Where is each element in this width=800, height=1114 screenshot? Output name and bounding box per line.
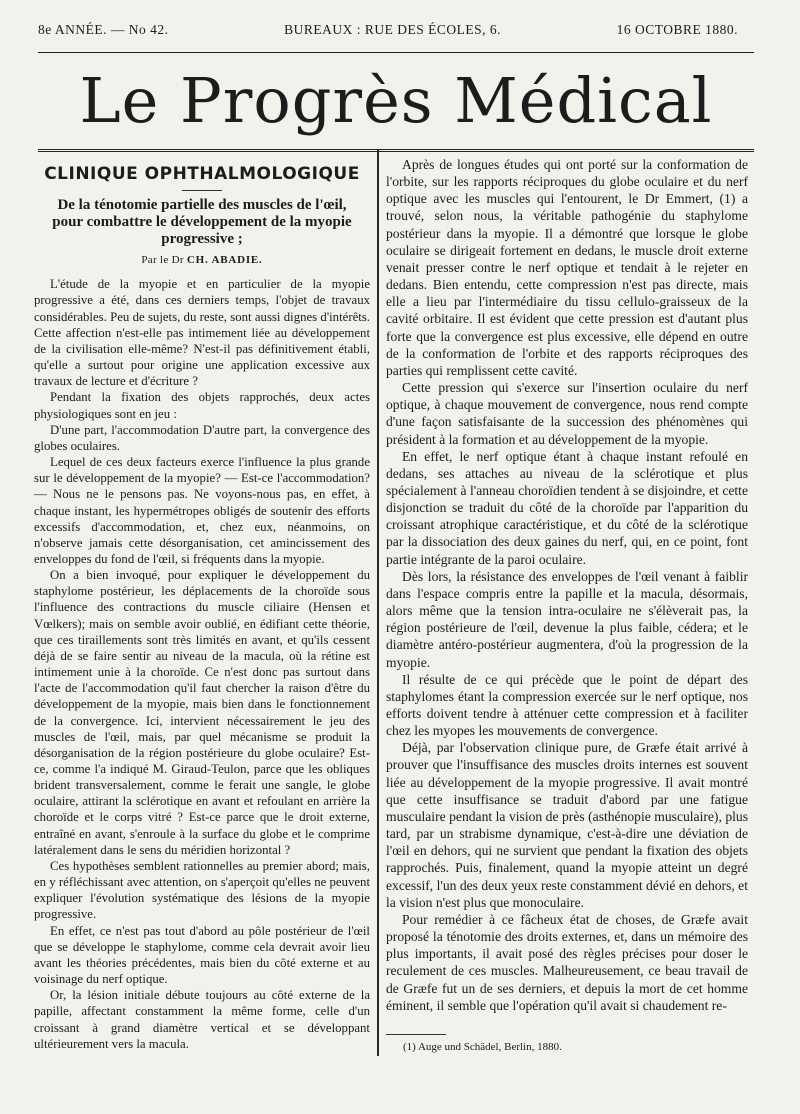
paragraph: Cette pression qui s'exerce sur l'insertion oculaire du nerf optique, à chaque mouvement de convergence, nous rend compte d'une façon satisfaisante de la succession des phénomènes qui président à la formation et au développement de la myopie. bbox=[386, 380, 748, 447]
paragraph: D'une part, l'accommodation D'autre part, la convergence des globes oculaires. bbox=[34, 422, 370, 453]
paragraph: En effet, ce n'est pas tout d'abord au pôle postérieur de l'œil que se développe le staphylome, comme cela devrait avoir lieu avant les théories précédentes, mais bien du côté externe et au voisinage du nerf optique. bbox=[34, 923, 370, 987]
byline-prefix: Par le Dr bbox=[141, 254, 184, 267]
paragraph: Ces hypothèses semblent rationnelles au premier abord; mais, en y réfléchissant avec attention, on s'aperçoit qu'elles ne peuvent expliquer l'évolution systématique des lésions de la myopie progressive. bbox=[34, 858, 370, 922]
column-divider bbox=[377, 150, 379, 1056]
byline bbox=[34, 252, 370, 268]
newspaper-title: Le Progrès Médical bbox=[79, 64, 713, 137]
issue-date: 16 OCTOBRE 1880. bbox=[616, 22, 738, 37]
paragraph: Dès lors, la résistance des enveloppes de l'œil venant à faiblir dans l'espace compris entre la papille et la macula, désormais, alors même que la tension intra-oculaire ne s'élèverait pas, la région postérieure de l'œil, devenue la plus faible, cédera; et le diamètre antéro-postérieur augmentera, d'où la progression de la myopie. bbox=[386, 568, 748, 670]
paragraph: Lequel de ces deux facteurs exerce l'influence la plus grande sur le développement de la myopie? — Est-ce l'accommodation? — Nous ne le pensons pas. Ne voyons-nous pas, en effet, à chaque instant, les hypermétropes obligés de soutenir des efforts excessifs d'accommodation, et, chez eux, néanmoins, on n'observe jamais cette désorganisation, cet amincissement des enveloppes du fond de l'œil, si fréquents dans la myopie. bbox=[34, 455, 370, 566]
paragraph: Or, la lésion initiale débute toujours au côté externe de la papille, affectant constamment la même forme, celle d'un croissant à grand diamètre vertical et se développant ultérieurement vers la macula. bbox=[34, 988, 370, 1051]
right-column bbox=[386, 156, 748, 1014]
left-column bbox=[34, 156, 370, 1052]
section-title: CLINIQUE OPHTHALMOLOGIQUE bbox=[44, 164, 360, 184]
paragraph: Pour remédier à ce fâcheux état de choses, de Græfe avait proposé la ténotomie des droits externes, et, dans un mémoire des plus importants, il avait posé des règles précises pour doser le reculement de ces muscles. Malheureusement, ce beau travail de de Græfe fut un de ses derniers, et depuis la mort de cet homme éminent, il semble que l'opération qu'il avait si chaudement re- bbox=[386, 911, 748, 1013]
footnote-rule bbox=[386, 1034, 446, 1035]
article-title: De la ténotomie partielle des muscles de l'œil, pour combattre le développement de la myopie progressive ; bbox=[52, 197, 352, 248]
paragraph: Il résulte de ce qui précède que le point de départ des staphylomes étant la compression exercée sur le nerf optique, nos efforts doivent tendre à atténuer cette compression et à faciliter chez les myopes les mouvements de convergence. bbox=[386, 671, 748, 739]
issue-number: 8e ANNÉE. — No 42. bbox=[38, 22, 169, 37]
office-address: BUREAUX : RUE DES ÉCOLES, 6. bbox=[284, 22, 501, 37]
footnote: (1) Auge und Schädel, Berlin, 1880. bbox=[403, 1041, 562, 1053]
paragraph: Pendant la fixation des objets rapprochés, deux actes physiologiques sont en jeu : bbox=[34, 390, 370, 421]
paragraph: On a bien invoqué, pour expliquer le développement du staphylome postérieur, les déplacements de la choroïde sous l'influence des contractions du muscle ciliaire (Hensen et Vœlkers); mais on semble avoir oublié, en édifiant cette théorie, que ces tiraillements sont très limités en avant, et qu'ils cessent déjà de se faire sentir au niveau de la macula, où la rétine est intimement unie à la choroïde. Ce n'est donc pas surtout dans l'acte de l'accommodation qu'il faut chercher la raison d'être du développement de la myopie, mais bien dans le fonctionnement de la convergence. Ici, intervient nécessairement le jeu des muscles de l'œil, mais, par quel mécanisme se produit la désorganisation de la région postérieure du globe oculaire? Est-ce, comme l'a indiqué M. Giraud-Teulon, parce que les obliques brident transversalement, comme le ferait une sangle, le globe oculaire, attirant la sclérotique en avant et refoulant en arrière la choroïde et le corps vitré ? Est-ce parce que le droit externe, entraîné en avant, s'enroule à la surface du globe et le comprime latéralement dans le sens du méridien horizontal ? bbox=[34, 568, 370, 857]
byline-author: CH. ABADIE. bbox=[186, 254, 263, 267]
paragraph: Après de longues études qui ont porté sur la conformation de l'orbite, sur les rapports réciproques du globe oculaire et du nerf optique avec les muscles qui l'entourent, le Dr Emmert, (1) a trouvé, selon nous, la véritable pathogénie du staphylome postérieur dans la myopie. Il a démontré que lorsque le globe oculaire se dirigeait fortement en dedans, le muscle droit externe venait presser contre le nerf optique et tendait à le rejeter en dedans. Bien entendu, cette compression n'est pas directe, mais elle a lieu par l'intermédiaire du tissu cellulo-graisseux de la cavité orbitaire. Il est évident que cette pression est d'autant plus forte que la convergence est plus excessive, elle dépend en outre de la conformation de l'orbite et des rapports réciproques des parties qui remplissent cette cavité. bbox=[386, 157, 748, 378]
paragraph: Déjà, par l'observation clinique pure, de Græfe était arrivé à prouver que l'insuffisance des muscles droits internes est souvent liée au développement de la myopie progressive. Il avait montré que cette insuffisance se traduit d'abord par une fatigue musculaire pendant la vision de près (asthénopie musculaire), plus tard, par un strabisme dynamique, c'est-à-dire une déviation de l'œil en dehors, qui ne survient que pendant la fixation des objets rapprochés. Puis, finalement, quand la myopie atteint un degré excessif, l'un des deux yeux reste constamment dévié en dehors, et la vision n'est plus que monoculaire. bbox=[386, 740, 748, 910]
paragraph: En effet, le nerf optique étant à chaque instant refoulé en dedans, ses attaches au niveau de la sclérotique et plus spécialement à l'anneau choroïdien tendent à se disjoindre, et cette disjonction se traduit du côté de la choroïde par l'apparition du croissant atrophique caractéristique, et du côté de la sclérotique par la dissociation des deux gaines du nerf, qui, en ce point, font partie intégrante de la paroi oculaire. bbox=[386, 448, 748, 567]
masthead bbox=[38, 52, 754, 152]
issue-header-line bbox=[38, 22, 738, 38]
paragraph: L'étude de la myopie et en particulier de la myopie progressive a été, dans ces derniers temps, l'objet de travaux considérables. Peu de sujets, du reste, sont aussi dignes d'intérêts. Cette affection n'est-elle pas intimement liée au développement de la civilisation elle-même? N'est-il pas définitivement établi, qu'elle a surtout pour origine une application excessive aux travaux de lecture et d'écriture ? bbox=[34, 277, 370, 389]
title-rule bbox=[182, 190, 222, 191]
